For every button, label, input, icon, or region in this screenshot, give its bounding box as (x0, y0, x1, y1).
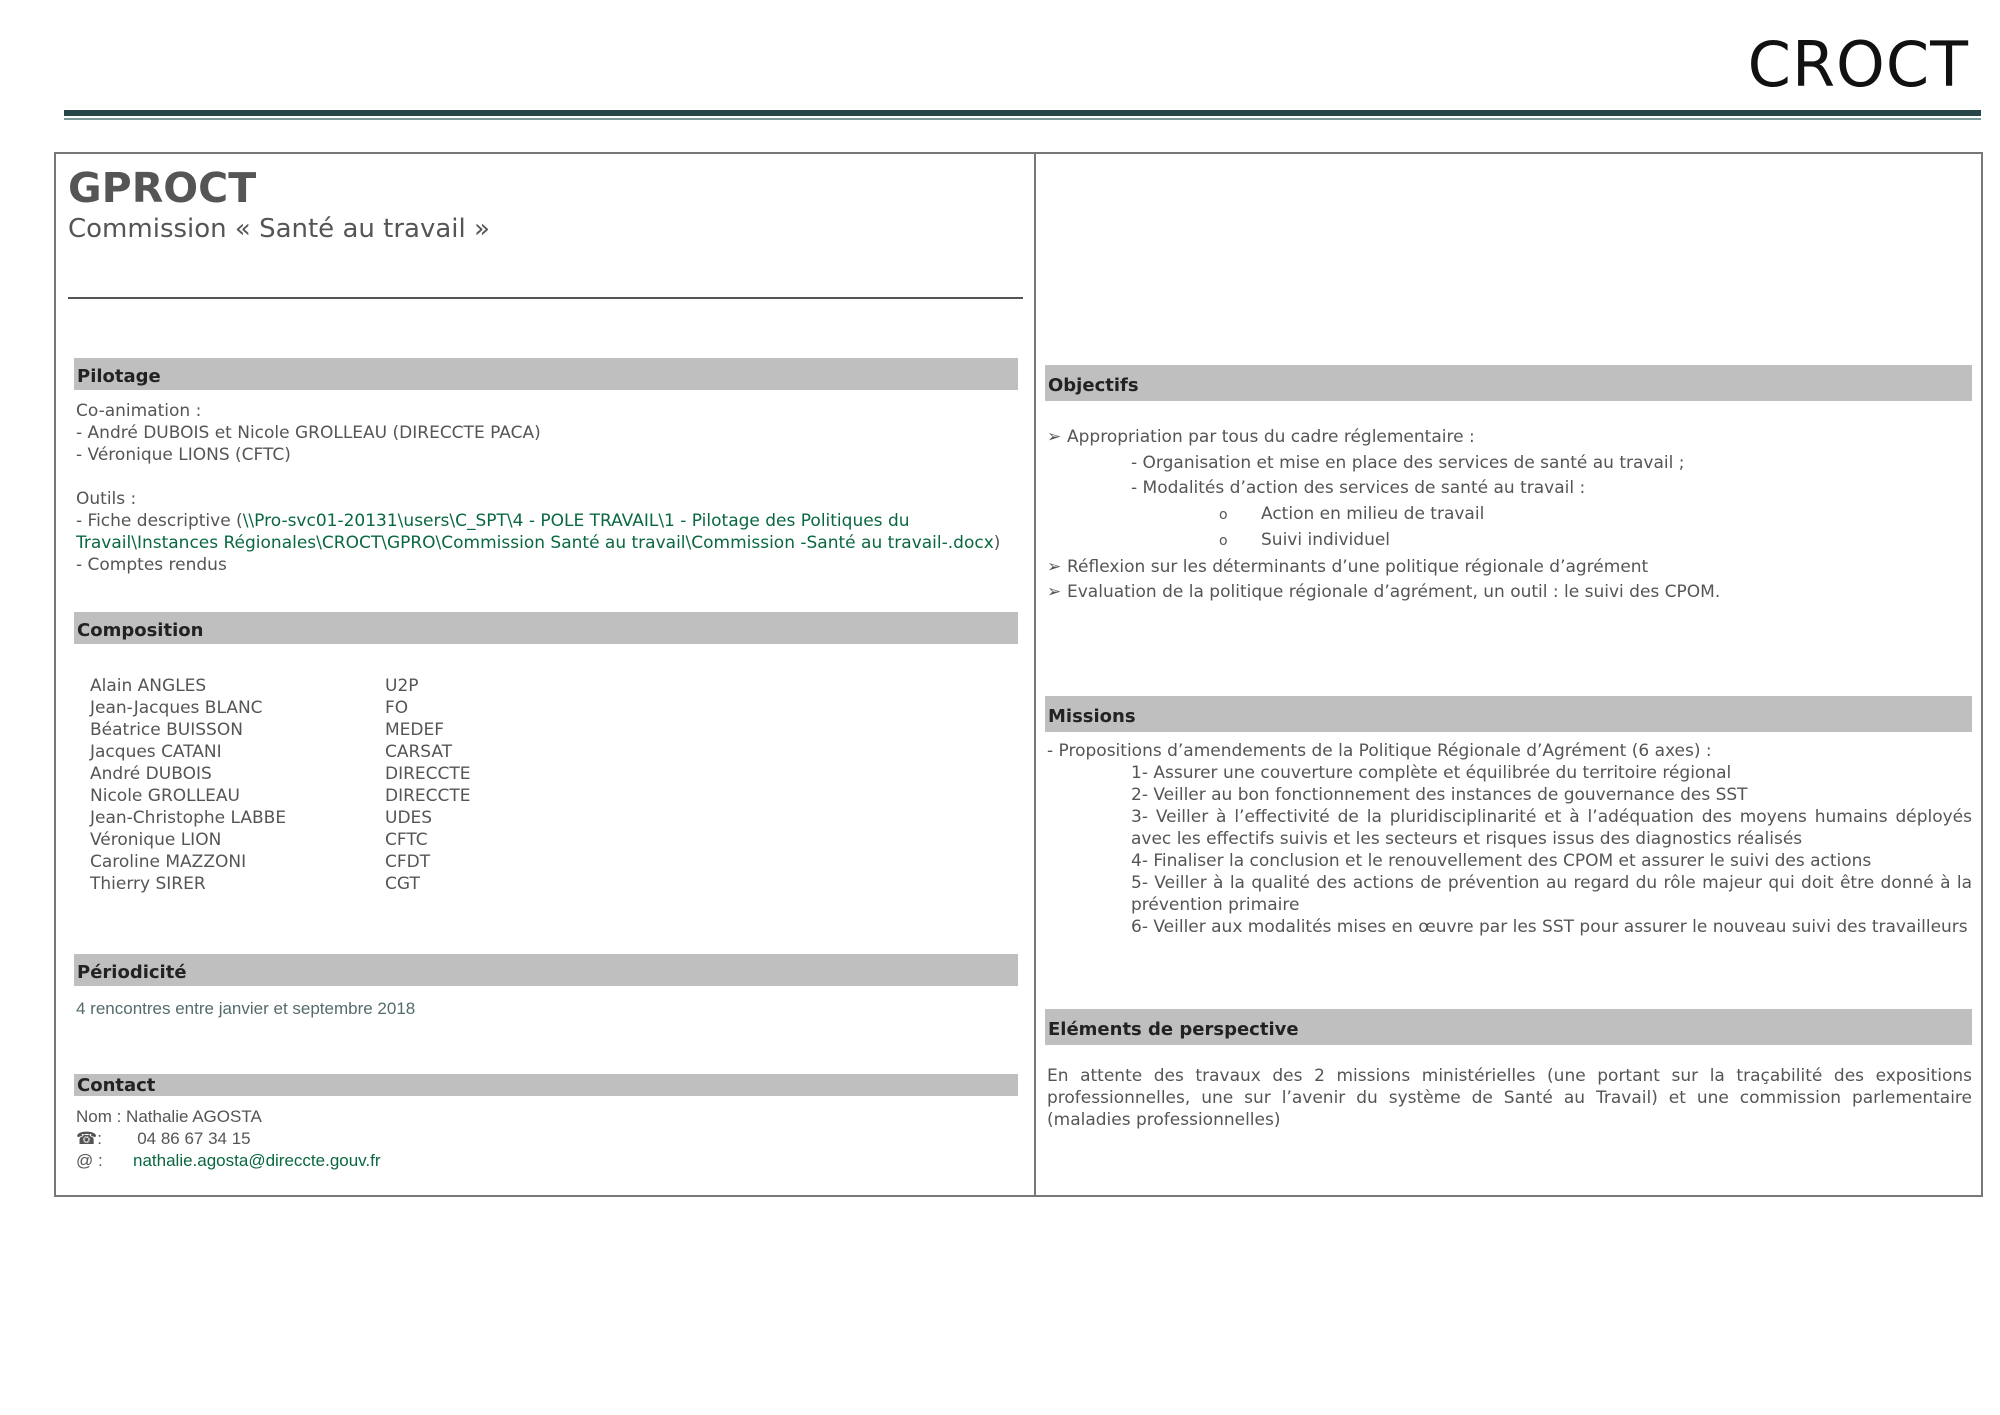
spacer (76, 466, 1026, 488)
member-org: MEDEF (385, 720, 445, 740)
periodicite-text: 4 rencontres entre janvier et septembre 2018 (76, 999, 416, 1018)
composition-list (90, 675, 990, 895)
member-row (90, 719, 990, 741)
left-column (56, 154, 1034, 1195)
contact-name: Nom : Nathalie AGOSTA (76, 1107, 262, 1126)
member-name: Véronique LION (90, 830, 222, 850)
member-org: CGT (385, 874, 420, 894)
phone-icon: ☎ (76, 1129, 98, 1148)
objectif-sub-1: - Organisation et mise en place des services de santé au travail ; (1131, 452, 1685, 473)
member-name: Jean-Jacques BLANC (90, 698, 263, 718)
fiche-prefix: - Fiche descriptive ( (76, 511, 243, 531)
header-rule-thin (64, 118, 1981, 120)
phone-separator: : (97, 1129, 102, 1148)
member-org: DIRECCTE (385, 786, 471, 806)
right-column (1036, 154, 1983, 1195)
fiche-line-2 (76, 532, 1026, 554)
fiche-link-part-1[interactable]: \\Pro-svc01-20131\users\C_SPT\4 - POLE TRAVAIL\1 - Pilotage des Politiques du (242, 511, 910, 531)
missions-intro: - Propositions d’amendements de la Politique Régionale d’Agrément (6 axes) : (1047, 741, 1712, 761)
member-row (90, 829, 990, 851)
mission-item: 5- Veiller à la qualité des actions de prévention au regard du rôle majeur qui doit être donné à la prévention primaire (1131, 873, 1972, 915)
header-title: CROCT (1747, 28, 1969, 101)
fiche-line-1 (76, 510, 1026, 532)
mission-item: 3- Veiller à l’effectivité de la pluridisciplinarité et à l’adéquation des moyens humains déployés avec les effectifs suivis et les secteurs et risques issus des diagnostics réalisés (1131, 807, 1972, 849)
member-name: Béatrice BUISSON (90, 720, 243, 740)
mission-item: 2- Veiller au bon fonctionnement des instances de gouvernance des SST (1131, 785, 1748, 805)
circle-bullet-icon: o (1219, 506, 1228, 523)
member-name: Jean-Christophe LABBE (90, 808, 287, 828)
mission-item: 4- Finaliser la conclusion et le renouvellement des CPOM et assurer le suivi des actions (1131, 851, 1872, 871)
member-name: Thierry SIRER (90, 874, 206, 894)
objectif-subsub-2: o Suivi individuel (1047, 528, 1972, 555)
coanimation-label: Co-animation : (76, 401, 202, 421)
main-table (54, 152, 1983, 1197)
section-heading-objectifs: Objectifs (1045, 365, 1972, 401)
contact-phone: 04 86 67 34 15 (137, 1129, 251, 1148)
arrow-bullet-icon: ➢ (1047, 427, 1062, 447)
contact-block (76, 1106, 381, 1172)
objectif-subsub-1: o Action en milieu de travail (1047, 502, 1972, 529)
member-org: U2P (385, 676, 419, 696)
page-title: GPROCT (68, 164, 257, 212)
member-org: CARSAT (385, 742, 453, 762)
member-row (90, 873, 990, 895)
member-name: André DUBOIS (90, 764, 212, 784)
arrow-bullet-icon: ➢ (1047, 556, 1062, 577)
pilotage-content (76, 400, 1026, 576)
member-org: FO (385, 698, 409, 718)
email-label: @ : (76, 1151, 103, 1170)
objectif-sub-2: - Modalités d’action des services de santé au travail : (1131, 478, 1586, 498)
mission-item: 1- Assurer une couverture complète et équilibrée du territoire régional (1131, 763, 1732, 783)
missions-content (1047, 740, 1972, 938)
member-name: Alain ANGLES (90, 676, 207, 696)
member-row (90, 785, 990, 807)
objectifs-content (1047, 425, 1972, 606)
header-rule (64, 110, 1981, 116)
page-subtitle: Commission « Santé au travail » (68, 214, 490, 244)
objectif-item-1: ➢ Appropriation par tous du cadre réglementaire : (1047, 425, 1972, 451)
comptes-rendus: - Comptes rendus (76, 555, 227, 575)
circle-bullet-icon: o (1219, 533, 1228, 549)
member-name: Jacques CATANI (90, 742, 222, 762)
member-name: Caroline MAZZONI (90, 852, 247, 872)
coanimation-line-2: - Véronique LIONS (CFTC) (76, 445, 291, 465)
perspective-text: En attente des travaux des 2 missions ministérielles (une portant sur la traçabilité des expositions professionnelles, une sur l’avenir du système de Santé au Travail) et une commission parlementaire (maladies professionnelles) (1047, 1066, 1972, 1130)
section-heading-contact: Contact (74, 1074, 1018, 1096)
member-org: CFDT (385, 852, 431, 872)
member-name: Nicole GROLLEAU (90, 786, 240, 806)
objectif-item-2: ➢ Réflexion sur les déterminants d’une politique régionale d’agrément (1047, 555, 1972, 581)
member-org: UDES (385, 808, 433, 828)
section-heading-pilotage: Pilotage (74, 358, 1018, 390)
outils-label: Outils : (76, 489, 137, 509)
contact-phone-row (76, 1128, 381, 1150)
section-heading-periodicite: Périodicité (74, 954, 1018, 986)
mission-item: 6- Veiller aux modalités mises en œuvre par les SST pour assurer le nouveau suivi des travailleurs (1131, 917, 1968, 937)
contact-email-row (76, 1150, 381, 1172)
member-org: CFTC (385, 830, 428, 850)
title-divider (68, 297, 1023, 299)
member-row (90, 741, 990, 763)
member-row (90, 675, 990, 697)
fiche-link-part-2[interactable]: Travail\Instances Régionales\CROCT\GPRO\Commission Santé au travail\Commission -Santé au travail-.docx (76, 533, 994, 553)
coanimation-line-1: - André DUBOIS et Nicole GROLLEAU (DIRECCTE PACA) (76, 423, 541, 443)
section-heading-composition: Composition (74, 612, 1018, 644)
section-heading-perspective: Eléments de perspective (1045, 1009, 1972, 1045)
contact-email-link[interactable]: nathalie.agosta@direccte.gouv.fr (133, 1151, 381, 1170)
member-row (90, 697, 990, 719)
objectif-item-3: ➢ Evaluation de la politique régionale d’agrément, un outil : le suivi des CPOM. (1047, 580, 1972, 606)
section-heading-missions: Missions (1045, 696, 1972, 732)
fiche-suffix: ) (993, 533, 1001, 553)
member-row (90, 807, 990, 829)
member-row (90, 851, 990, 873)
member-row (90, 763, 990, 785)
member-org: DIRECCTE (385, 764, 471, 784)
arrow-bullet-icon: ➢ (1047, 582, 1062, 602)
